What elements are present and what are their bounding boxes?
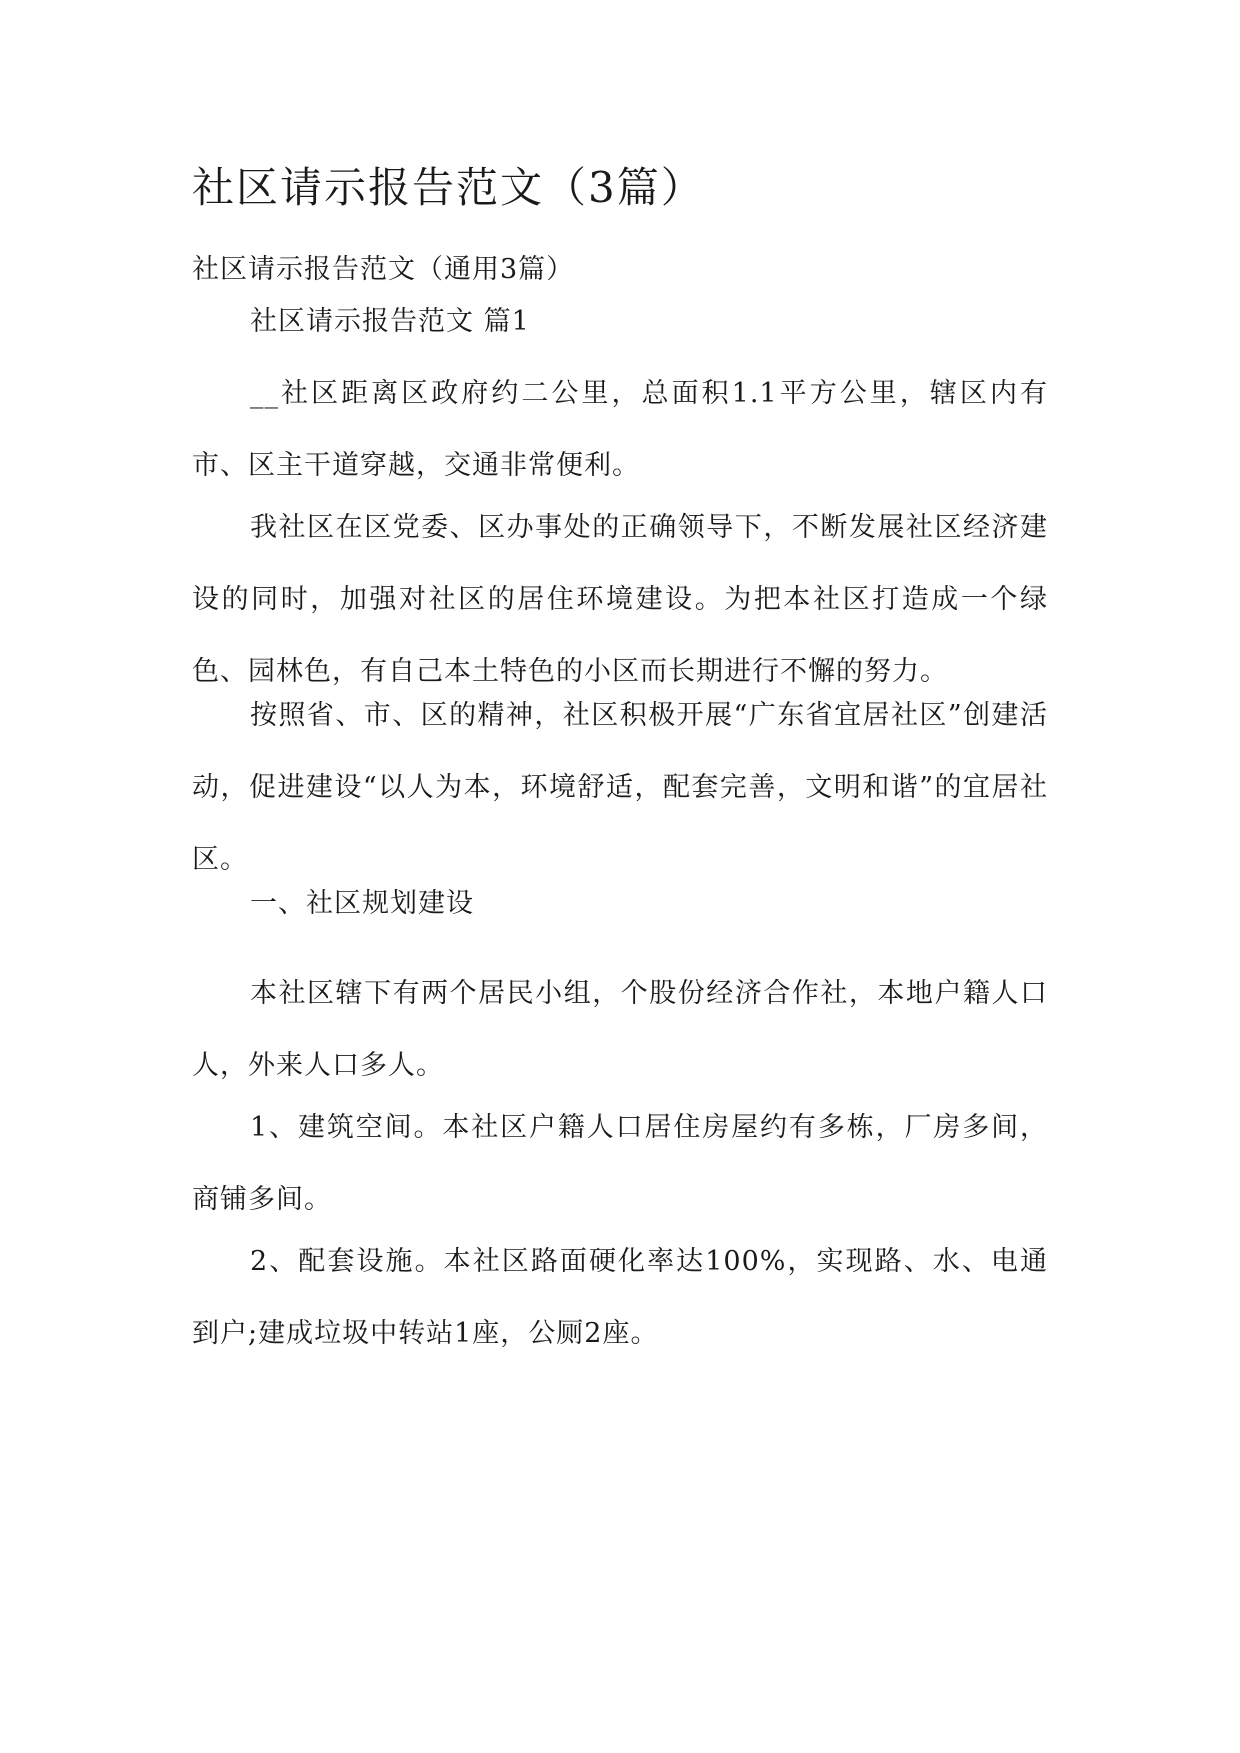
paragraph: 2、配套设施。本社区路面硬化率达100%，实现路、水、电通到户;建成垃圾中转站1座，公厕2座。 bbox=[192, 1246, 1048, 1349]
section-heading: 一、社区规划建设 bbox=[250, 888, 474, 919]
paragraph: 按照省、市、区的精神，社区积极开展“广东省宜居社区”创建活动，促进建设“以人为本，环境舒适，配套完善，文明和谐”的宜居社区。 bbox=[192, 700, 1048, 875]
paragraph: 1、建筑空间。本社区户籍人口居住房屋约有多栋，厂房多间，商铺多间。 bbox=[192, 1112, 1048, 1215]
paragraph: __社区距离区政府约二公里，总面积1.1平方公里，辖区内有市、区主干道穿越，交通非常便利。 bbox=[192, 378, 1048, 481]
document-title: 社区请示报告范文（3篇） bbox=[192, 163, 705, 212]
paragraph: 我社区在区党委、区办事处的正确领导下，不断发展社区经济建设的同时，加强对社区的居住环境建设。为把本社区打造成一个绿色、园林色，有自己本土特色的小区而长期进行不懈的努力。 bbox=[192, 512, 1048, 687]
paragraph: 本社区辖下有两个居民小组，个股份经济合作社，本地户籍人口人，外来人口多人。 bbox=[192, 978, 1048, 1081]
section-title: 社区请示报告范文 篇1 bbox=[250, 306, 530, 337]
document-subtitle: 社区请示报告范文（通用3篇） bbox=[192, 254, 575, 285]
